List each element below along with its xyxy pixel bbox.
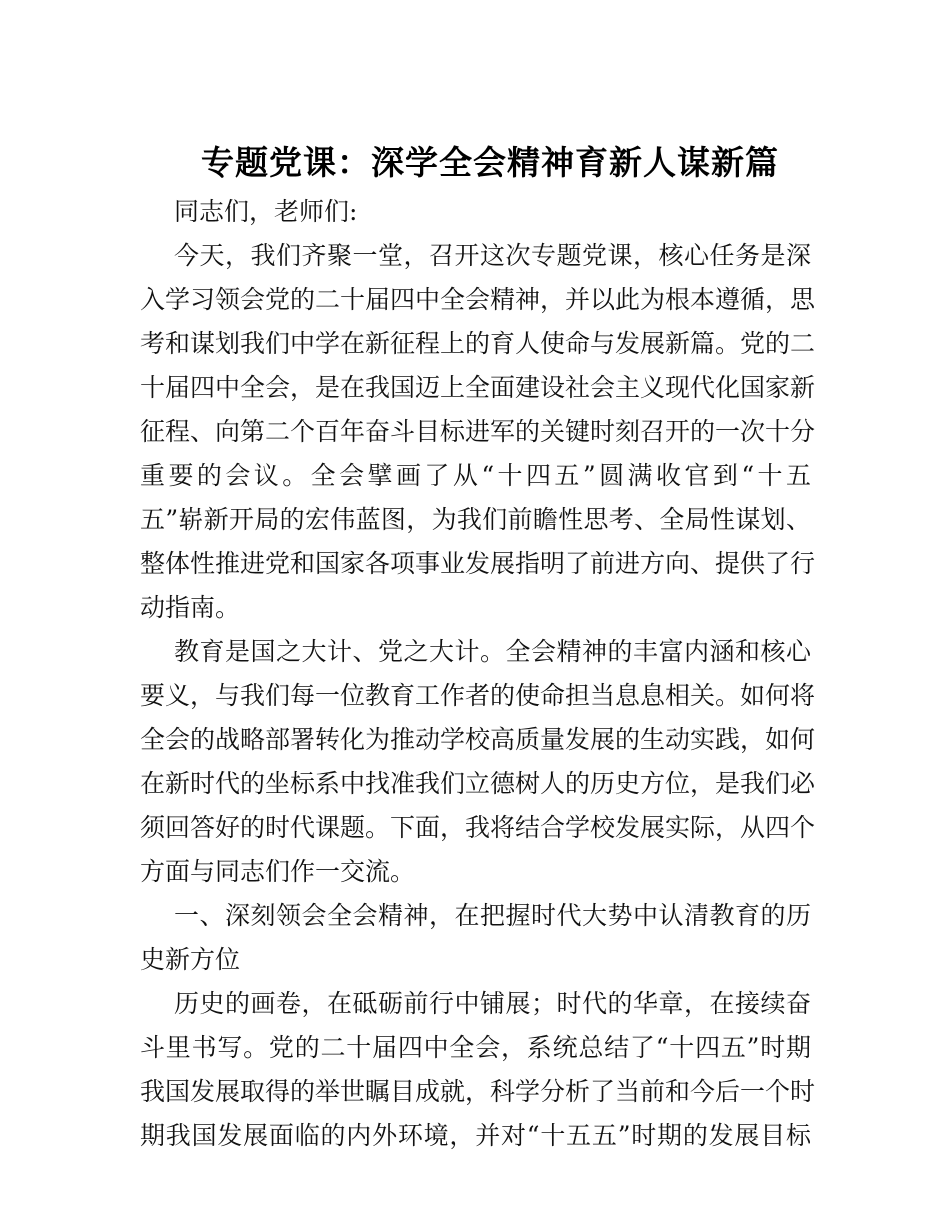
text-line: 方面与同志们作一交流。 — [140, 857, 416, 886]
document-title: 专题党课：深学全会精神育新人谋新篇 — [201, 143, 779, 182]
text-line: 史新方位 — [140, 945, 241, 974]
text-line: 五”崭新开局的宏伟蓝图，为我们前瞻性思考、全局性谋划、 — [140, 505, 811, 534]
text-line: 要义，与我们每一位教育工作者的使命担当息息相关。如何将 — [140, 681, 816, 710]
text-line: 期我国发展面临的内外环境，并对“十五五”时期的发展目标 — [140, 1121, 811, 1150]
text-line: 十届四中全会，是在我国迈上全面建设社会主义现代化国家新 — [140, 373, 816, 402]
document-body — [140, 190, 816, 1158]
text-line: 我国发展取得的举世瞩目成就，科学分析了当前和今后一个时 — [140, 1077, 816, 1106]
text-line: 重要的会议。全会擘画了从“十四五”圆满收官到“十五 — [140, 461, 811, 490]
text-line: 动指南。 — [140, 593, 241, 622]
text-line: 斗里书写。党的二十届四中全会，系统总结了“十四五”时期 — [140, 1033, 811, 1062]
text-line: 同志们，老师们: — [174, 197, 358, 226]
text-line: 历史的画卷，在砥砺前行中铺展；时代的华章，在接续奋 — [174, 989, 811, 1018]
text-line: 在新时代的坐标系中找准我们立德树人的历史方位，是我们必 — [140, 769, 816, 798]
text-line: 全会的战略部署转化为推动学校高质量发展的生动实践，如何 — [140, 725, 816, 754]
text-line: 一、深刻领会全会精神，在把握时代大势中认清教育的历 — [174, 901, 811, 930]
text-line: 教育是国之大计、党之大计。全会精神的丰富内涵和核心 — [174, 637, 811, 666]
text-line: 入学习领会党的二十届四中全会精神，并以此为根本遵循，思 — [140, 285, 816, 314]
text-line: 征程、向第二个百年奋斗目标进军的关键时刻召开的一次十分 — [140, 417, 816, 446]
text-line: 考和谋划我们中学在新征程上的育人使命与发展新篇。党的二 — [140, 329, 816, 358]
text-line: 须回答好的时代课题。下面，我将结合学校发展实际，从四个 — [140, 813, 816, 842]
text-line: 今天，我们齐聚一堂，召开这次专题党课，核心任务是深 — [174, 241, 811, 270]
text-line: 整体性推进党和国家各项事业发展指明了前进方向、提供了行 — [140, 549, 816, 578]
